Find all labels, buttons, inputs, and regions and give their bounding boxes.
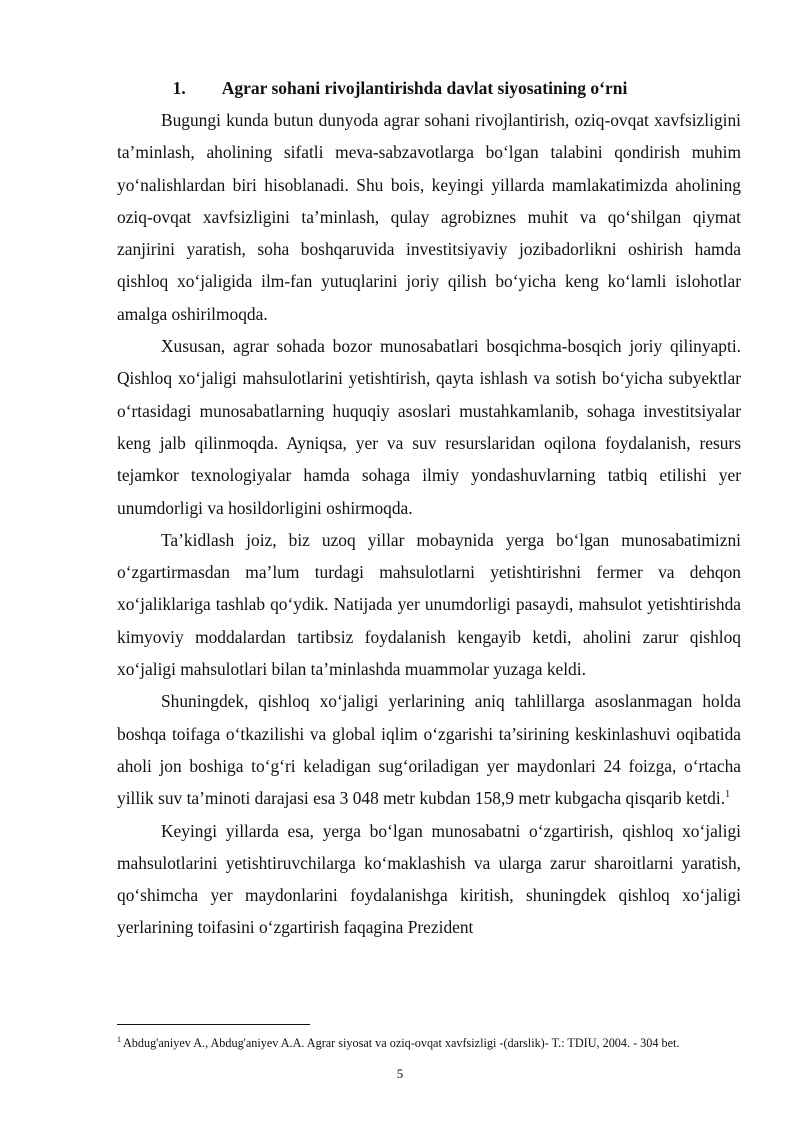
body-text (117, 104, 741, 944)
footnote (117, 1035, 757, 1051)
section-heading (0, 76, 800, 100)
page-number: 5 (396, 1066, 404, 1081)
footnote-number: 1 (117, 1034, 121, 1044)
footnote-reference[interactable]: 1 (725, 789, 731, 801)
paragraph: Xususan, agrar sohada bozor munosabatlari bosqichma-bosqich joriy qilinyapti. Qishloq xo‘jaligi mahsulotlarini yetishtirish, qayta ishlash va sotish bo‘yicha subyektlar o‘rtasidagi munosabatlarning huquqiy asoslari mustahkamlanib, sohaga investitsiyalar keng jalb qilinmoqda. Ayniqsa, yer va suv resurslaridan oqilona foydalanish, resurs tejamkor texnologiyalar hamda sohaga ilmiy yondashuvlarning tatbiq etilishi yer unumdorligi va hosildorligini oshirmoqda. (117, 336, 741, 518)
paragraph: Ta’kidlash joiz, biz uzoq yillar mobaynida yerga bo‘lgan munosabatimizni o‘zgartirmasdan ma’lum turdagi mahsulotlarni yetishtirishni fermer va dehqon xo‘jaliklariga tashlab qo‘ydik. Natijada yer unumdorligi pasaydi, mahsulot yetishtirishda kimyoviy moddalardan tartibsiz foydalanish kengayib ketdi, aholini zarur qishloq xo‘jaligi mahsulotlari bilan ta’minlashda muammolar yuzaga keldi. (117, 529, 741, 680)
paragraph (117, 685, 741, 814)
section-title: Agrar sohani rivojlantirishda davlat siyosatining o‘rni (221, 78, 628, 98)
footnote-divider (117, 1024, 310, 1025)
paragraph: Keyingi yillarda esa, yerga bo‘lgan munosabatni o‘zgartirish, qishloq xo‘jaligi mahsulotlarini yetishtiruvchilarga ko‘maklashish va ularga zarur sharoitlarni yaratish, qo‘shimcha yer maydonlarini foydalanishga kiritish, shuningdek qishloq xo‘jaligi yerlarining toifasini o‘zgartirish faqagina Prezident (117, 820, 741, 938)
footnote-text: Abdug'aniyev A., Abdug'aniyev A.A. Agrar siyosat va oziq-ovqat xavfsizligi -(darslik)- T.: TDIU, 2004. - 304 bet. (123, 1036, 680, 1050)
section-number: 1. (172, 78, 186, 98)
paragraph-text: Shuningdek, qishloq xo‘jaligi yerlarining aniq tahlillarga asoslanmagan holda boshqa toifaga o‘tkazilishi va global iqlim o‘zgarishi ta’sirining keskinlashuvi oqibatida aholi jon boshiga to‘g‘ri keladigan sug‘oriladigan yer maydonlari 24 foizga, o‘rtacha yillik suv ta’minoti darajasi esa 3 048 metr kubdan 158,9 metr kubgacha qisqarib ketdi. (117, 691, 741, 809)
paragraph: Bugungi kunda butun dunyoda agrar sohani rivojlantirish, oziq-ovqat xavfsizligini ta’minlash, aholining sifatli meva-sabzavotlarga bo‘lgan talabini qondirish muhim yo‘nalishlardan biri hisoblanadi. Shu bois, keyingi yillarda mamlakatimizda aholining oziq-ovqat xavfsizligini ta’minlash, qulay agrobiznes muhit va qo‘shilgan qiymat zanjirini yaratish, soha boshqaruvida investitsiyaviy jozibadorlikni oshirish hamda qishloq xo‘jaligida ilm-fan yutuqlarini joriy qilish bo‘yicha keng ko‘lamli islohotlar amalga oshirilmoqda. (117, 110, 741, 324)
